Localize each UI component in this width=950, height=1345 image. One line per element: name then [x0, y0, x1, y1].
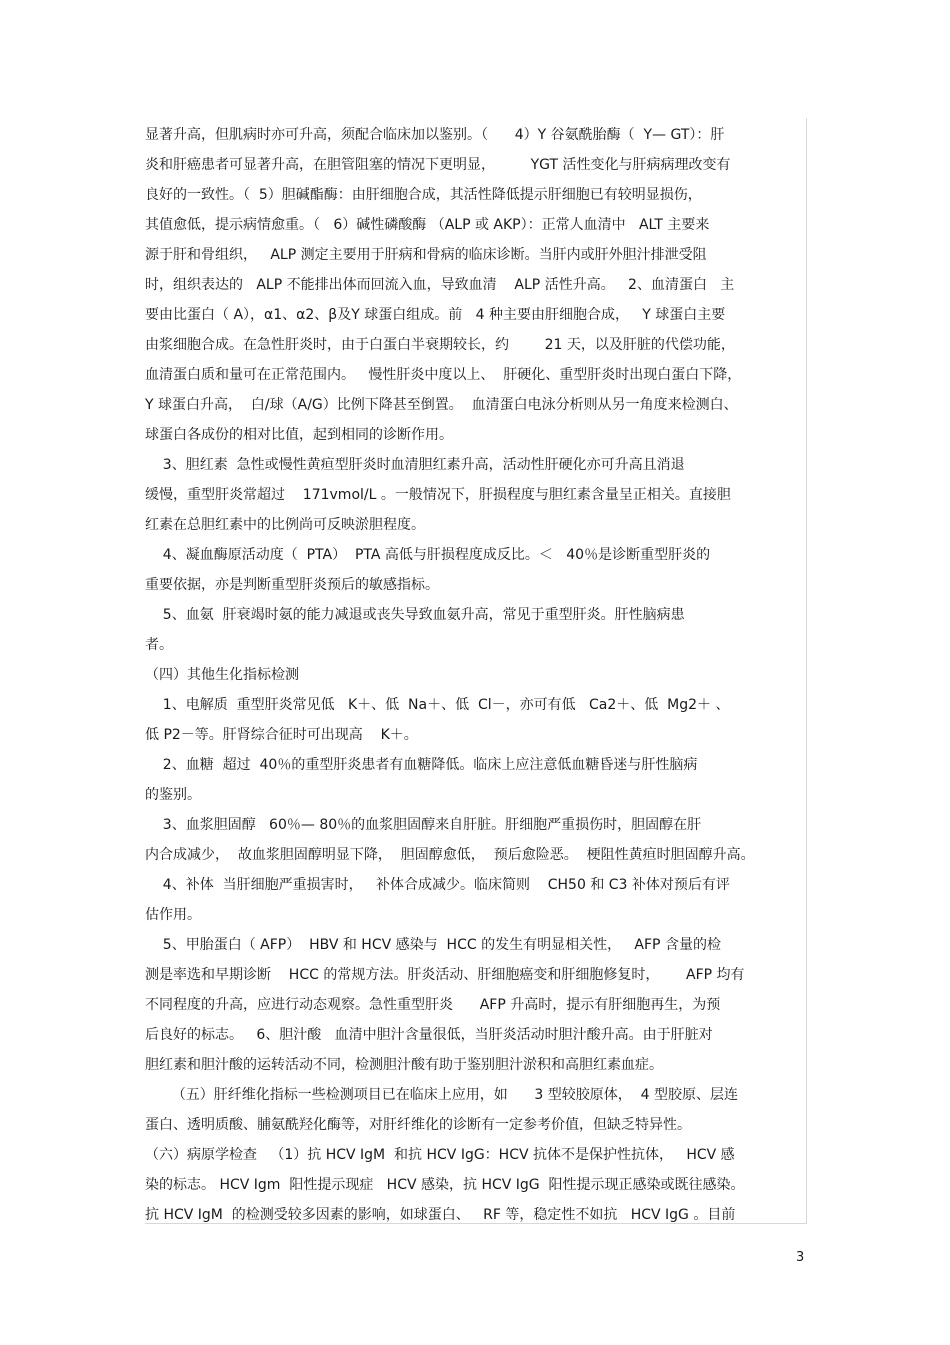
text-line: 胆红素和胆汁酸的运转活动不同，检测胆汁酸有助于鉴别胆汁淤积和高胆红素血症。: [145, 1057, 663, 1073]
text-line: 测是率选和早期诊断 HCC 的常规方法。肝炎活动、肝细胞癌变和肝细胞修复时， AFP 均有: [145, 967, 745, 983]
text-line: 抗 HCV IgM 的检测受较多因素的影响，如球蛋白、 RF 等，稳定性不如抗 HCV IgG 。目前: [145, 1207, 736, 1223]
text-line: （四）其他生化指标检测: [145, 667, 299, 683]
text-line: 5、血氨 肝衰竭时氨的能力减退或丧失导致血氨升高，常见于重型肝炎。肝性脑病患: [145, 607, 685, 623]
text-line: 4、凝血酶原活动度（ PTA） PTA 高低与肝损程度成反比。＜ 40％是诊断重型肝炎的: [145, 547, 711, 563]
text-line: （六）病原学检查 （1）抗 HCV IgM 和抗 HCV IgG：HCV 抗体不是保护性抗体， HCV 感: [145, 1147, 735, 1163]
text-line: 3、血浆胆固醇 60％— 80％的血浆胆固醇来自肝脏。肝细胞严重损伤时，胆固醇在肝: [145, 817, 702, 833]
text-line: 估作用。: [145, 907, 201, 923]
text-line: 红素在总胆红素中的比例尚可反映淤胆程度。: [145, 517, 425, 533]
text-line: 3、胆红素 急性或慢性黄疸型肝炎时血清胆红素升高，活动性肝硬化亦可升高且消退: [145, 457, 685, 473]
text-line: 炎和肝癌患者可显著升高，在胆管阻塞的情况下更明显， YGT 活性变化与肝病病理改变有: [145, 157, 731, 173]
right-margin-rule: [806, 118, 807, 1224]
text-line: 蛋白、透明质酸、脯氨酰羟化酶等，对肝纤维化的诊断有一定参考价值，但缺乏特异性。: [145, 1117, 691, 1133]
text-line: Y 球蛋白升高， 白/球（A/G）比例下降甚至倒置。 血清蛋白电泳分析则从另一角度来检测白、: [145, 397, 738, 413]
page-number: 3: [796, 1250, 805, 1265]
text-line: 5、甲胎蛋白（ AFP） HBV 和 HCV 感染与 HCC 的发生有明显相关性， AFP 含量的检: [145, 937, 721, 953]
text-line: 4、补体 当肝细胞严重损害时， 补体合成减少。临床简则 CH50 和 C3 补体对预后有评: [145, 877, 730, 893]
text-line: 内合成减少， 故血浆胆固醇明显下降， 胆固醇愈低， 预后愈险恶。 梗阻性黄疸时胆固醇升高。: [145, 847, 755, 863]
text-line: 良好的一致性。（ 5）胆碱酯酶：由肝细胞合成，其活性降低提示肝细胞已有较明显损伤，: [145, 187, 702, 203]
text-line: 由浆细胞合成。在急性肝炎时，由于白蛋白半衰期较长，约 21 天，以及肝脏的代偿功能，: [145, 337, 735, 353]
text-line: 源于肝和骨组织， ALP 测定主要用于肝病和骨病的临床诊断。当肝内或肝外胆汁排泄受阻: [145, 247, 707, 263]
text-line: 缓慢，重型肝炎常超过 171vmol/L 。一般情况下，肝损程度与胆红素含量呈正相关。直接胆: [145, 487, 731, 503]
text-line: 者。: [145, 637, 173, 653]
text-line: 球蛋白各成份的相对比值，起到相同的诊断作用。: [145, 427, 453, 443]
text-line: 1、电解质 重型肝炎常见低 K＋、低 Na＋、低 Cl－，亦可有低 Ca2＋、低 Mg2＋ 、: [145, 697, 730, 713]
text-line: 2、血糖 超过 40％的重型肝炎患者有血糖降低。临床上应注意低血糖昏迷与肝性脑病: [145, 757, 698, 773]
document-body: [145, 120, 805, 1230]
text-line: 显著升高，但肌病时亦可升高，须配合临床加以鉴别。（ 4）Y 谷氨酰胎酶（ Y— GT）：肝: [145, 127, 725, 143]
text-line: 血清蛋白质和量可在正常范围内。 慢性肝炎中度以上、 肝硬化、重型肝炎时出现白蛋白下降，: [145, 367, 742, 383]
text-line: 不同程度的升高，应进行动态观察。急性重型肝炎 AFP 升高时，提示有肝细胞再生，为预: [145, 997, 721, 1013]
text-line: 低 P2－等。肝肾综合征时可出现高 K＋。: [145, 727, 418, 743]
text-line: 染的标志。 HCV Igm 阳性提示现症 HCV 感染，抗 HCV IgG 阳性提示现正感染或既往感染。: [145, 1177, 745, 1193]
text-line: 其值愈低，提示病情愈重。（ 6）碱性磷酸酶 （ALP 或 AKP）：正常人血清中 ALT 主要来: [145, 217, 710, 233]
text-line: 要由比蛋白（ A），α1、α2、β及Y 球蛋白组成。前 4 种主要由肝细胞合成， Y 球蛋白主要: [145, 307, 726, 323]
text-line: 重要依据，亦是判断重型肝炎预后的敏感指标。: [145, 577, 439, 593]
text-line: 的鉴别。: [145, 787, 201, 803]
text-line: 时，组织表达的 ALP 不能排出体而回流入血，导致血清 ALP 活性升高。 2、血清蛋白 主: [145, 277, 735, 293]
text-line: （五）肝纤维化指标一些检测项目已在临床上应用，如 3 型较胶原体， 4 型胶原、层连: [145, 1087, 739, 1103]
text-line: 后良好的标志。 6、胆汁酸 血清中胆汁含量很低，当肝炎活动时胆汁酸升高。由于肝脏对: [145, 1027, 713, 1043]
